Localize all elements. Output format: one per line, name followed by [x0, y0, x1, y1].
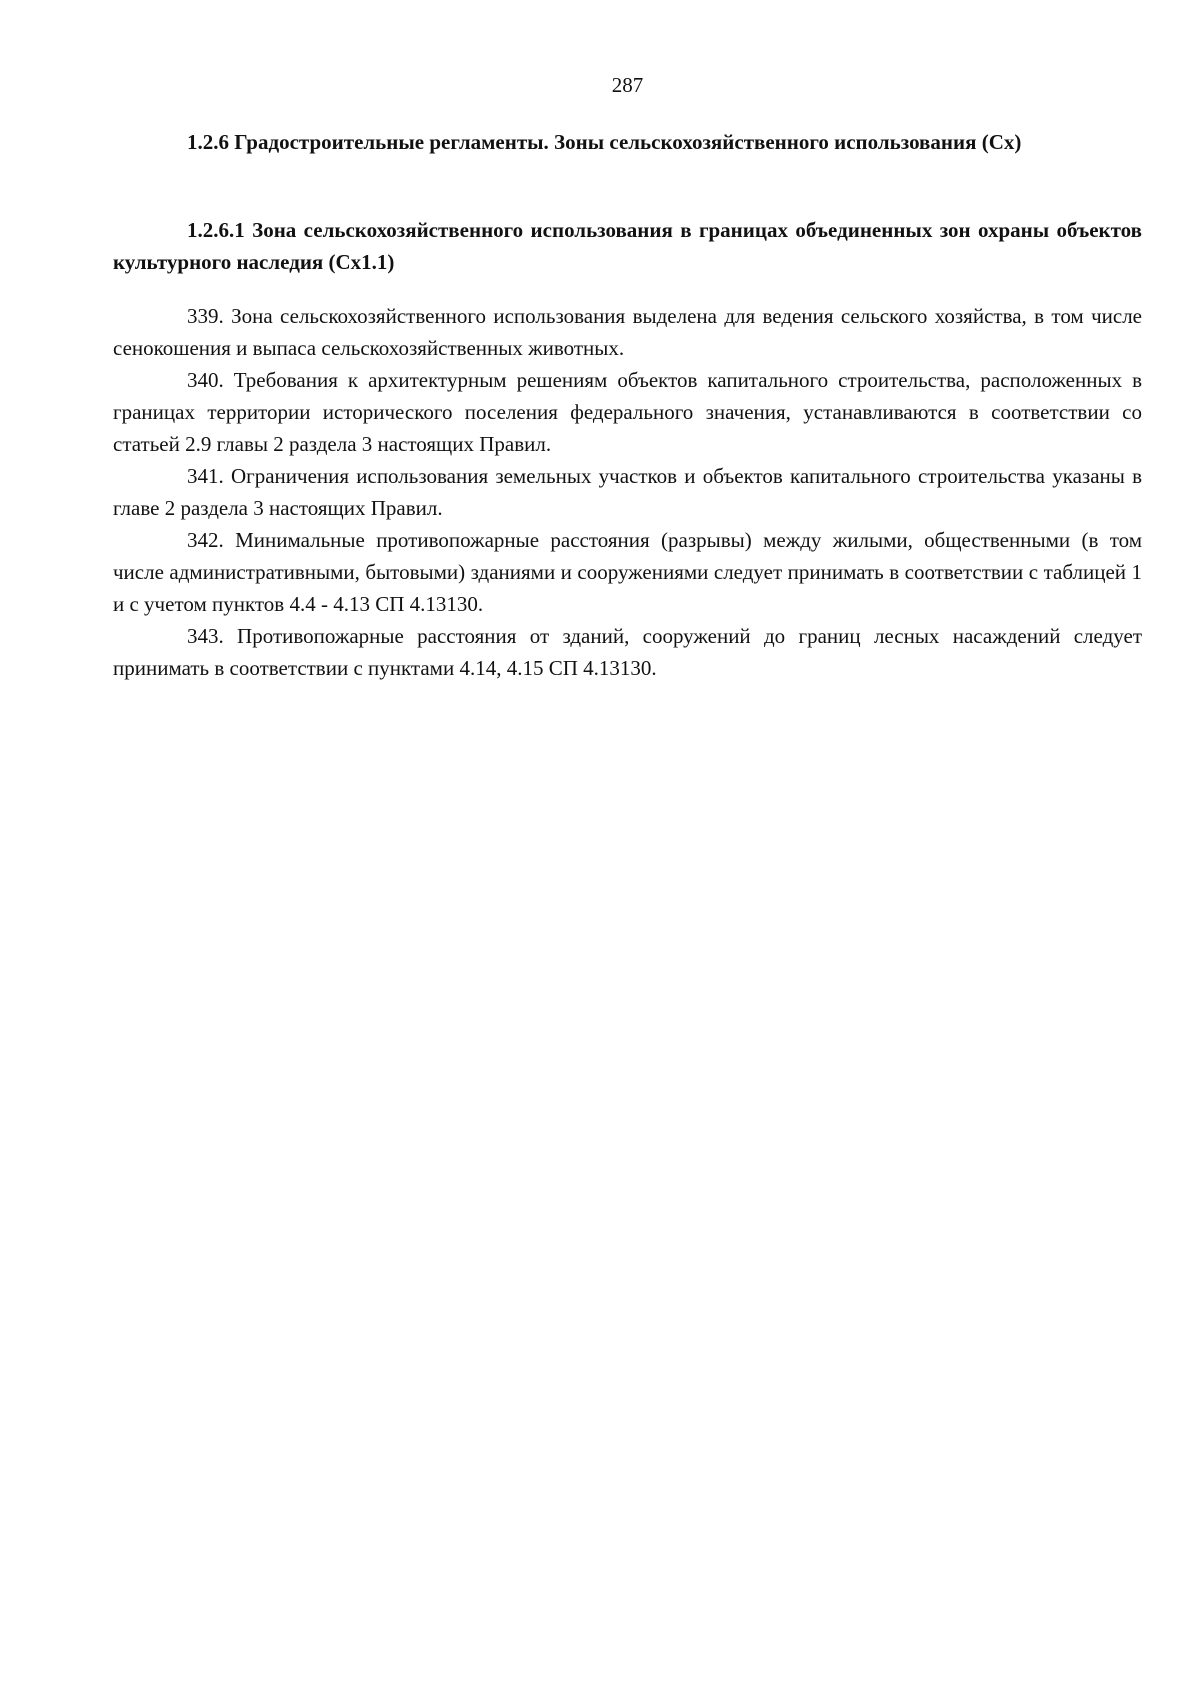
- section-heading-1-2-6: 1.2.6 Градостроительные регламенты. Зоны сельскохозяйственного использования (Сх): [187, 130, 1022, 154]
- section-heading-1-2-6-1: 1.2.6.1 Зона сельскохозяйственного использования в границах объединенных зон охраны объектов культурного наследия (Сх1.1): [113, 218, 1142, 274]
- paragraph-341: 341. Ограничения использования земельных участков и объектов капитального строительства указаны в главе 2 раздела 3 настоящих Правил.: [113, 464, 1142, 520]
- body-text: [113, 300, 1142, 684]
- paragraph-343: 343. Противопожарные расстояния от зданий, сооружений до границ лесных насаждений следует принимать в соответствии с пунктами 4.14, 4.15 СП 4.13130.: [113, 624, 1142, 680]
- paragraph-342: 342. Минимальные противопожарные расстояния (разрывы) между жилыми, общественными (в том числе административными, бытовыми) зданиями и сооружениями следует принимать в соответствии с таблицей 1 и с учетом пунктов 4.4 - 4.13 СП 4.13130.: [113, 528, 1142, 616]
- page-number: 287: [611, 73, 644, 97]
- paragraph-339: 339. Зона сельскохозяйственного использования выделена для ведения сельского хозяйства, в том числе сенокошения и выпаса сельскохозяйственных животных.: [113, 304, 1142, 360]
- paragraph-340: 340. Требования к архитектурным решениям объектов капитального строительства, расположенных в границах территории исторического поселения федерального значения, устанавливаются в соответствии со статьей 2.9 главы 2 раздела 3 настоящих Правил.: [113, 368, 1142, 456]
